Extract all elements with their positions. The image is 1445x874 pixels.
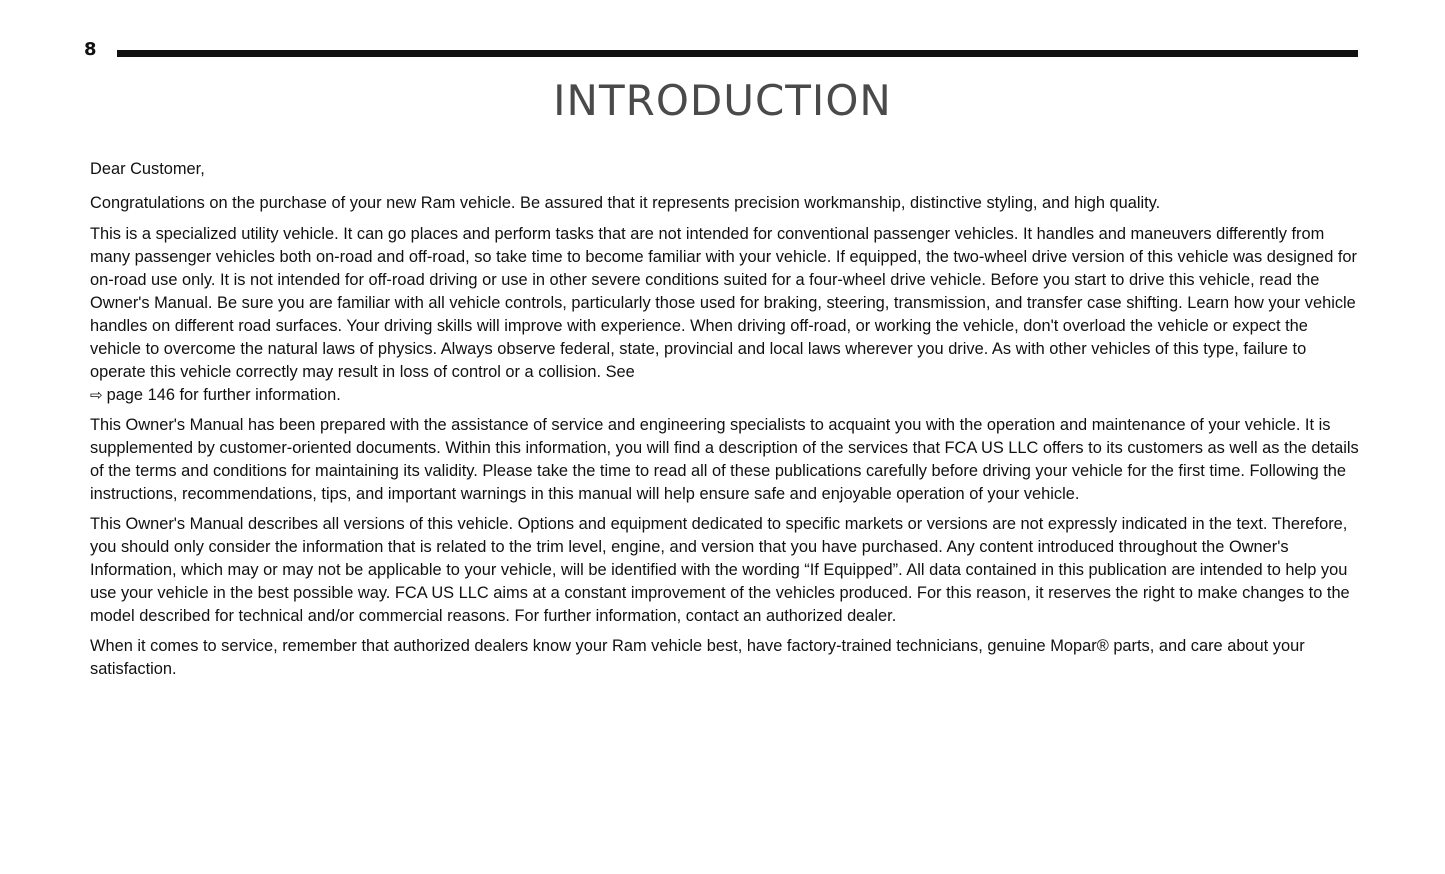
page-reference-trailing-text: for further information. — [174, 386, 341, 404]
congratulations-paragraph: Congratulations on the purchase of your new Ram vehicle. Be assured that it represents precision workmanship, distinctive styling, and high quality. — [90, 194, 1161, 212]
utility-vehicle-text: This is a specialized utility vehicle. It can go places and perform tasks that are not intended for conventional passenger vehicles. It handles and maneuvers differently from many passenger vehicles both on-road and off-road, so take time to become familiar with your vehicle. If equipped, the two-wheel drive version of this vehicle was designed for on-road use only. It is not intended for off-road driving or use in other severe conditions suited for a four-wheel drive vehicle. Before you start to drive this vehicle, read the Owner's Manual. Be sure you are familiar with all vehicle controls, particularly those used for braking, steering, transmission, and transfer case shifting. Learn how your vehicle handles on different road surfaces. Your driving skills will improve with experience. When driving off-road, or working the vehicle, don't overload the vehicle or expect the vehicle to overcome the natural laws of physics. Always observe federal, state, provincial and local laws wherever you drive. As with other vehicles of this type, failure to operate this vehicle correctly may result in loss of control or a collision. See — [90, 225, 1358, 381]
owners-manual-paragraph: This Owner's Manual has been prepared with the assistance of service and engineering specialists to acquaint you with the operation and maintenance of your vehicle. It is supplemented by customer-oriented documents. Within this information, you will find a description of the services that FCA US LLC offers to its customers as well as the details of the terms and conditions for maintaining its validity. Please take the time to read all of these publications carefully before driving your vehicle for the first time. Following the instructions, recommendations, tips, and important warnings in this manual will help ensure safe and enjoyable operation of your vehicle. — [90, 416, 1359, 503]
utility-vehicle-paragraph — [90, 223, 1360, 407]
page-reference-arrow-icon: ⇨ — [90, 387, 103, 404]
section-title: INTRODUCTION — [553, 76, 892, 125]
header-rule — [117, 50, 1358, 57]
vehicle-versions-paragraph: This Owner's Manual describes all versions of this vehicle. Options and equipment dedicated to specific markets or versions are not expressly indicated in the text. Therefore, you should only consider the information that is related to the trim level, engine, and version that you have purchased. Any content introduced throughout the Owner's Information, which may or may not be applicable to your vehicle, will be identified with the wording “If Equipped”. All data contained in this publication are intended to help you use your vehicle in the best possible way. FCA US LLC aims at a constant improvement of the vehicles produced. For this reason, it reserves the right to make changes to the model described for technical and/or commercial reasons. For further information, contact an authorized dealer. — [90, 515, 1350, 625]
page-body — [90, 158, 1360, 688]
greeting-text: Dear Customer, — [90, 160, 205, 178]
page-number: 8 — [84, 39, 97, 60]
page-reference-link[interactable]: page 146 — [106, 386, 175, 404]
service-paragraph: When it comes to service, remember that authorized dealers know your Ram vehicle best, have factory-trained technicians, genuine Mopar® parts, and care about your satisfaction. — [90, 637, 1305, 678]
